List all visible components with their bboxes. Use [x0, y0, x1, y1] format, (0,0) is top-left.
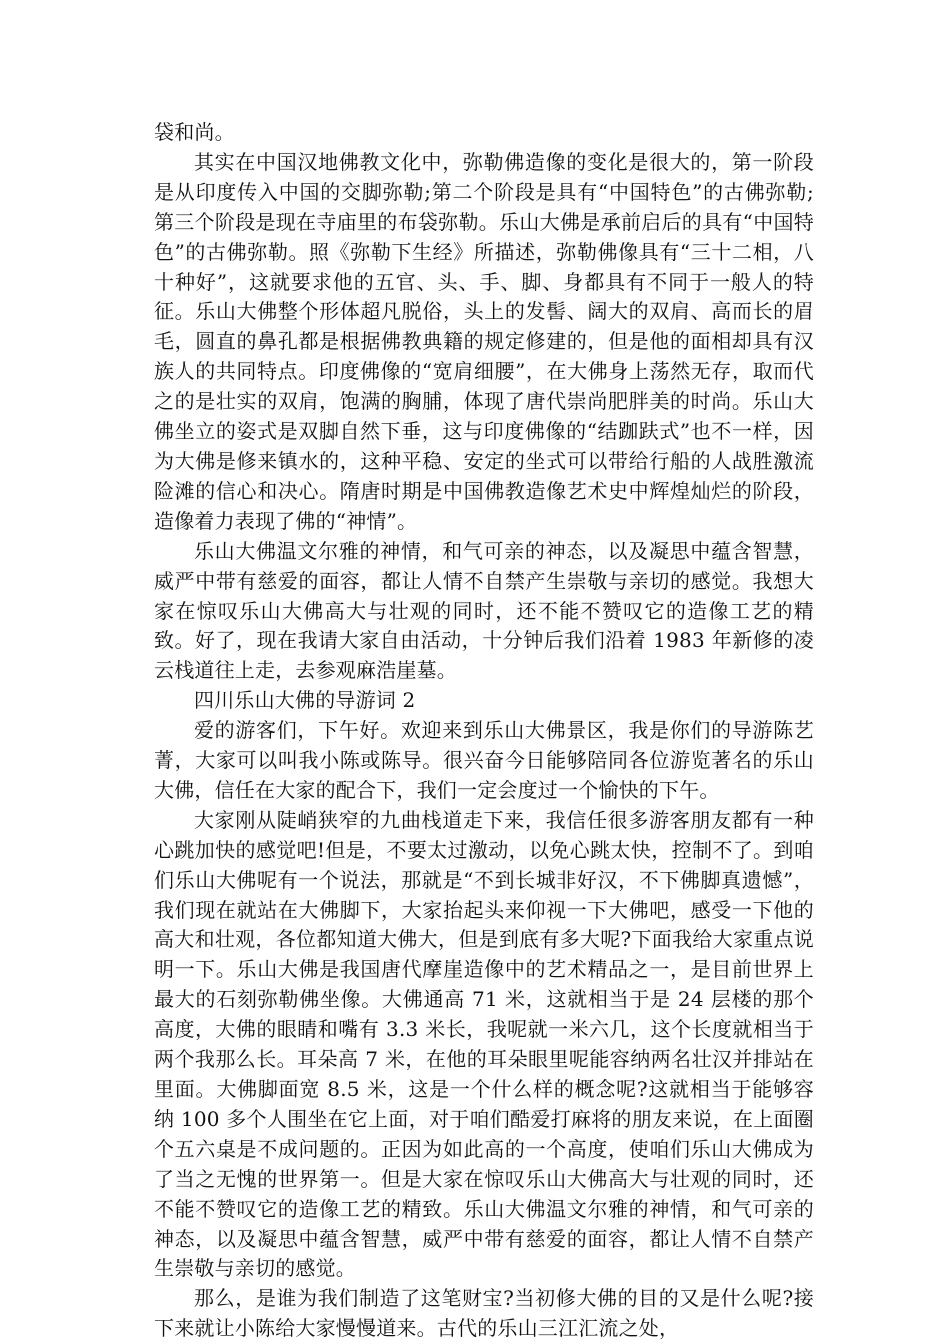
section-heading: 四川乐山大佛的导游词 2: [194, 688, 416, 713]
paragraph-continuation: 袋和尚。: [154, 120, 235, 144]
paragraph-buddha-expression: 乐山大佛温文尔雅的神情，和气可亲的神态，以及凝思中蕴含智慧，威严中带有慈爱的面容，都让人情不自禁产生崇敬与亲切的感觉。我想大家在惊叹乐山大佛高大与壮观的同时，还不能不赞叹它的造像工艺的精致。好了，现在我请大家自由活动，十分钟后我们沿着 1983 年新修的凌云栈道往上走，去参观麻浩崖墓。: [154, 538, 814, 683]
paragraph-welcome: 爱的游客们，下午好。欢迎来到乐山大佛景区，我是你们的导游陈艺菁，大家可以叫我小陈或陈导。很兴奋今日能够陪同各位游览著名的乐山大佛，信任在大家的配合下，我们一定会度过一个愉快的下午。: [154, 718, 814, 802]
paragraph-maitreya-evolution: 其实在中国汉地佛教文化中，弥勒佛造像的变化是很大的，第一阶段是从印度传入中国的交脚弥勒;第二个阶段是具有“中国特色”的古佛弥勒;第三个阶段是现在寺庙里的布袋弥勒。乐山大佛是承前启后的具有“中国特色”的古佛弥勒。照《弥勒下生经》所描述，弥勒佛像具有“三十二相，八十种好”，这就要求他的五官、头、手、脚、身都具有不同于一般人的特征。乐山大佛整个形体超凡脱俗，头上的发髻、阔大的双肩、高而长的眉毛，圆直的鼻孔都是根据佛教典籍的规定修建的，但是他的面相却具有汉族人的共同特点。印度佛像的“宽肩细腰”，在大佛身上荡然无存，取而代之的是壮实的双肩，饱满的胸脯，体现了唐代崇尚肥胖美的时尚。乐山大佛坐立的姿式是双脚自然下垂，这与印度佛像的“结跏趺式”也不一样，因为大佛是修来镇水的，这种平稳、安定的坐式可以带给行船的人战胜激流险滩的信心和决心。隋唐时期是中国佛教造像艺术史中辉煌灿烂的阶段，造像着力表现了佛的“神情”。: [154, 149, 814, 533]
paragraph-history-intro: 那么，是谁为我们制造了这笔财宝?当初修大佛的目的又是什么呢?接下来就让小陈给大家慢慢道来。古代的乐山三江汇流之处，: [154, 1286, 814, 1341]
document-body: [154, 118, 814, 1344]
paragraph-buddha-size: 大家刚从陡峭狭窄的九曲栈道走下来，我信任很多游客朋友都有一种心跳加快的感觉吧!但是，不要太过激动，以免心跳太快，控制不了。到咱们乐山大佛呢有一个说法，那就是“不到长城非好汉，不下佛脚真遗憾”，我们现在就站在大佛脚下，大家抬起头来仰视一下大佛吧，感受一下他的高大和壮观，各位都知道大佛大，但是到底有多大呢?下面我给大家重点说明一下。乐山大佛是我国唐代摩崖造像中的艺术精品之一，是目前世界上最大的石刻弥勒佛坐像。大佛通高 71 米，这就相当于是 24 层楼的那个高度，大佛的眼睛和嘴有 3.3 米长，我呢就一米六几，这个长度就相当于两个我那么长。耳朵高 7 米，在他的耳朵眼里呢能容纳两名壮汉并排站在里面。大佛脚面宽 8.5 米，这是一个什么样的概念呢?这就相当于能够容纳 100 多个人围坐在它上面，对于咱们酷爱打麻将的朋友来说，在上面圈个五六桌是不成问题的。正因为如此高的一个高度，使咱们乐山大佛成为了当之无愧的世界第一。但是大家在惊叹乐山大佛高大与壮观的同时，还不能不赞叹它的造像工艺的精致。乐山大佛温文尔雅的神情，和气可亲的神态，以及凝思中蕴含智慧，威严中带有慈爱的面容，都让人情不自禁产生崇敬与亲切的感觉。: [154, 807, 814, 1281]
